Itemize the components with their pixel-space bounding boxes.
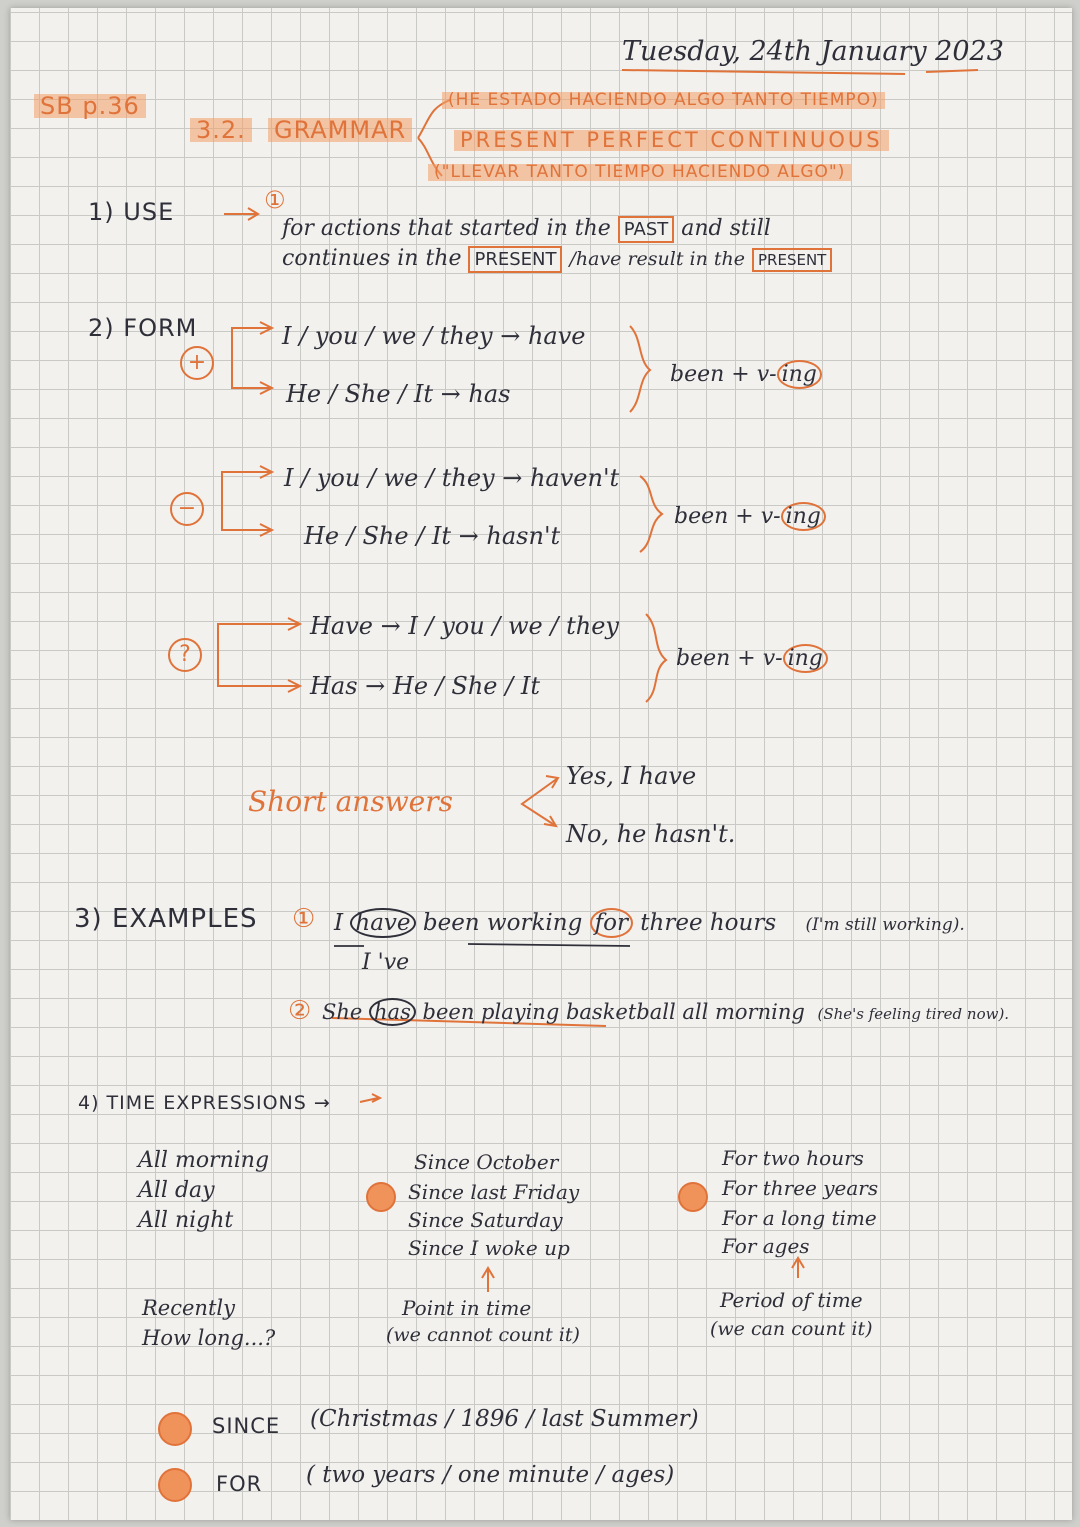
negative-curly [640, 476, 662, 552]
grammar-title: GRAMMAR [268, 118, 412, 142]
since-summary-icon [158, 1412, 192, 1446]
use-label: 1) USE [88, 198, 175, 226]
for-item-3: For a long time [722, 1206, 877, 1230]
past-box: PAST [618, 216, 674, 243]
use-arrow [224, 208, 258, 220]
spanish-note-bottom: ("LLEVAR TANTO TIEMPO HACIENDO ALGO") [428, 164, 851, 181]
point-note: (we cannot count it) [386, 1324, 580, 1346]
since-item-1: Since October [414, 1150, 559, 1174]
example1-number-icon: ① [292, 904, 316, 934]
since-item-4: Since I woke up [408, 1236, 570, 1260]
has-circle: has [369, 998, 416, 1026]
for-circle: for [590, 908, 633, 938]
point-arrow [482, 1268, 494, 1292]
ing-circle: ing [783, 644, 828, 673]
period-note: (we can count it) [710, 1318, 873, 1340]
tense-name: PRESENT PERFECT CONTINUOUS [454, 130, 889, 151]
all-item-1: All morning [138, 1148, 270, 1173]
positive-bracket [232, 328, 272, 388]
question-row1: Have → I / you / we / they [310, 612, 619, 640]
since-item-2: Since last Friday [408, 1180, 580, 1204]
sb-reference: SB p.36 [34, 94, 146, 118]
how-long: How long...? [142, 1326, 276, 1350]
for-item-1: For two hours [722, 1146, 864, 1170]
year-underline [926, 70, 978, 72]
question-icon: ? [168, 638, 202, 672]
for-summary-icon [158, 1468, 192, 1502]
negative-row1: I / you / we / they → haven't [284, 464, 620, 492]
period-of-time: Period of time [720, 1288, 863, 1312]
all-item-2: All day [138, 1178, 215, 1203]
since-number-icon [366, 1182, 396, 1212]
date: Tuesday, 24th January 2023 [622, 36, 1004, 67]
positive-row1: I / you / we / they → have [282, 322, 586, 350]
use-line1: for actions that started in the PAST and still [282, 216, 771, 241]
short-answers-label: Short answers [248, 785, 453, 818]
for-item-2: For three years [722, 1176, 879, 1200]
date-underline [622, 70, 905, 74]
negative-bracket [222, 472, 272, 530]
question-row2: Has → He / She / It [310, 672, 540, 700]
present-box-2: PRESENT [752, 248, 832, 272]
plus-icon: + [180, 346, 214, 380]
example2-number-icon: ② [288, 996, 312, 1026]
positive-result: been + v- ing [670, 364, 822, 386]
short-answer-yes: Yes, I have [566, 762, 697, 790]
example1-contraction: I 've [362, 950, 410, 975]
question-result: been + v- ing [676, 648, 828, 670]
all-item-3: All night [138, 1208, 234, 1233]
present-box: PRESENT [468, 246, 562, 273]
negative-result: been + v- ing [674, 506, 826, 528]
notebook-page [10, 8, 1072, 1520]
question-bracket [218, 624, 300, 686]
ing-circle: ing [777, 360, 822, 389]
positive-row2: He / She / It → has [286, 380, 511, 408]
positive-curly [630, 326, 650, 412]
since-item-3: Since Saturday [408, 1208, 563, 1232]
use-number-icon: ① [264, 186, 286, 214]
time-expressions-label: 4) TIME EXPRESSIONS → [78, 1092, 331, 1114]
question-curly [646, 614, 666, 702]
recently: Recently [142, 1296, 235, 1320]
for-summary: ( two years / one minute / ages) [306, 1462, 675, 1488]
example1-underline [468, 944, 630, 946]
examples-label: 3) EXAMPLES [74, 904, 258, 934]
since-summary-label: SINCE [212, 1414, 281, 1438]
spanish-note-top: (HE ESTADO HACIENDO ALGO TANTO TIEMPO) [442, 92, 885, 109]
short-answer-no: No, he hasn't. [566, 820, 736, 848]
point-in-time: Point in time [402, 1296, 532, 1320]
for-summary-label: FOR [216, 1472, 263, 1496]
time-arrow [360, 1094, 380, 1102]
example2: She has been playing basketball all morning (She's feeling tired now). [322, 1000, 1010, 1024]
since-summary: (Christmas / 1896 / last Summer) [310, 1406, 699, 1432]
section-number: 3.2. [190, 118, 252, 142]
for-number-icon [678, 1182, 708, 1212]
form-label: 2) FORM [88, 314, 198, 342]
for-item-4: For ages [722, 1234, 810, 1258]
use-line2: continues in the PRESENT /have result in the PRESENT [282, 248, 832, 270]
ing-circle: ing [781, 502, 826, 531]
period-arrow [792, 1258, 804, 1278]
have-circle: have [350, 908, 415, 938]
minus-icon: − [170, 492, 204, 526]
negative-row2: He / She / It → hasn't [304, 522, 561, 550]
example1: I have been working for three hours (I'm still working). [334, 910, 965, 936]
